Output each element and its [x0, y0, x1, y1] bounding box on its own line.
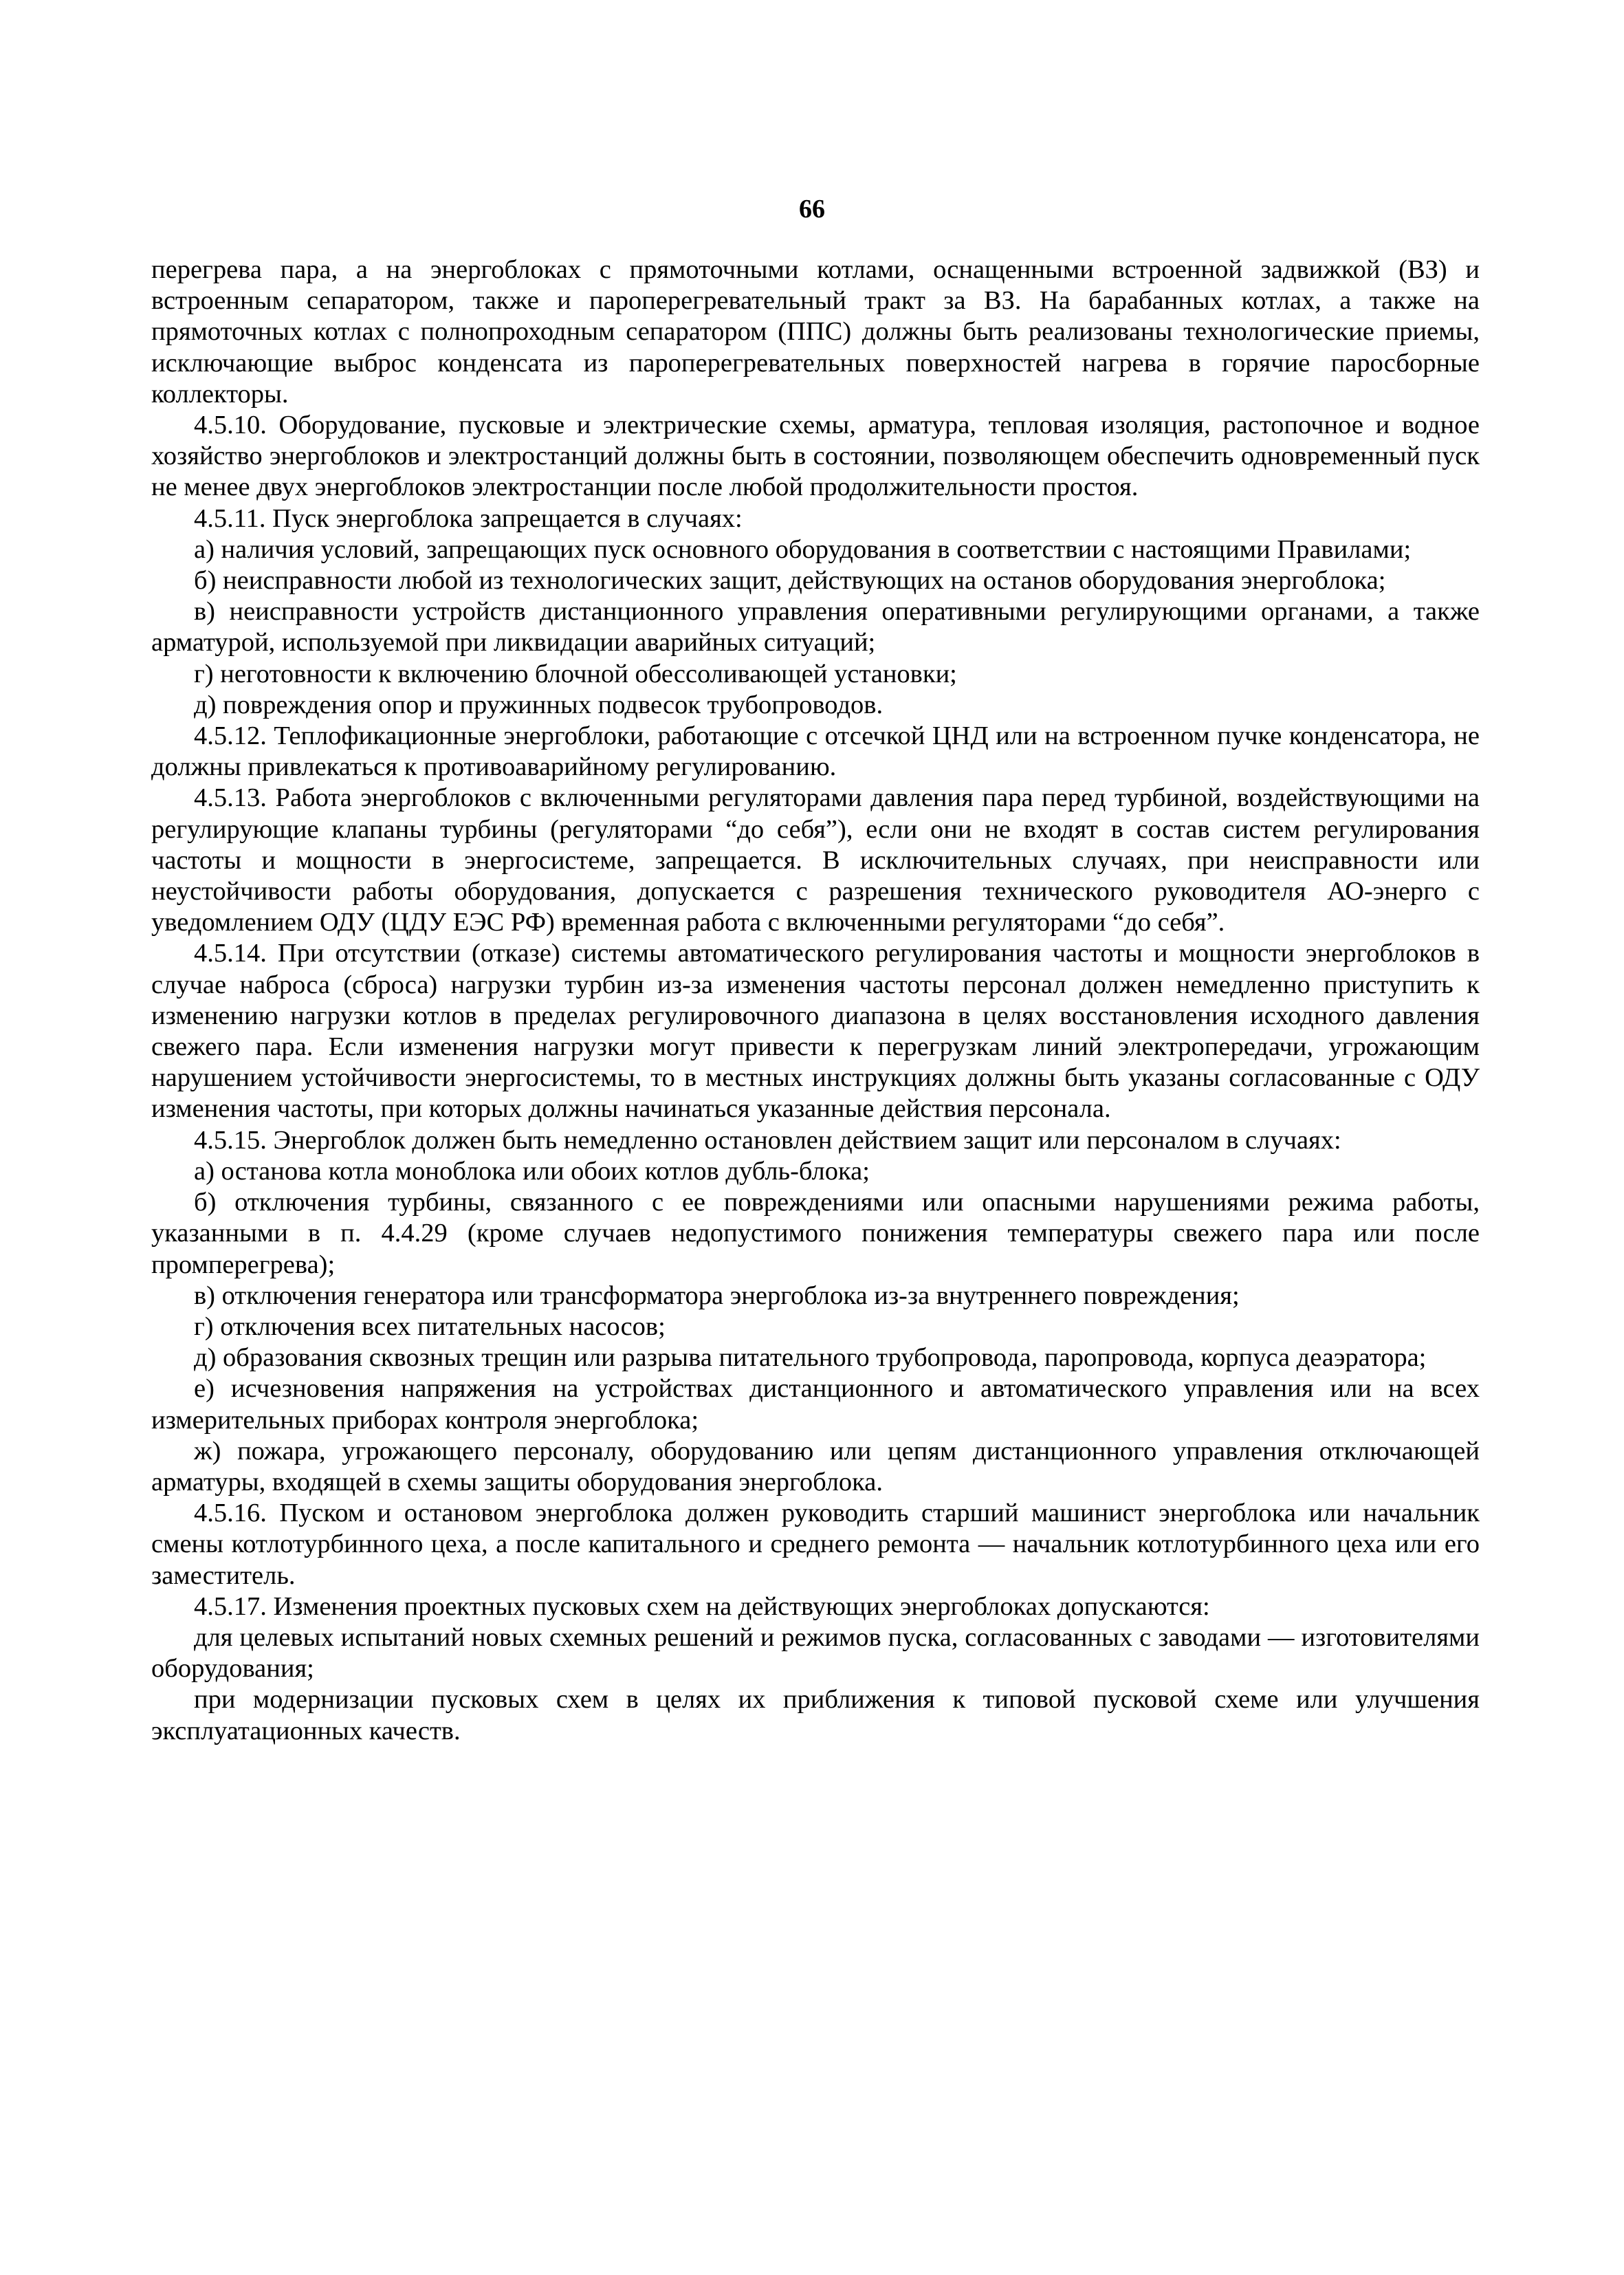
- list-item-zh: ж) пожара, угрожающего персоналу, оборудованию или цепям дистанционного управления отключающей арматуры, входящей в схемы защиты оборудования энергоблока.: [151, 1436, 1480, 1496]
- list-item-a: а) наличия условий, запрещающих пуск основного оборудования в соответствии с настоящими Правилами;: [194, 534, 1412, 564]
- list-item-e: е) исчезновения напряжения на устройствах дистанционного и автоматического управления или на всех измерительных приборах контроля энергоблока;: [151, 1374, 1480, 1435]
- list-item-v: в) неисправности устройств дистанционного управления оперативными регулирующими органами, а также арматурой, используемой при ликвидации аварийных ситуаций;: [151, 597, 1480, 657]
- list-item-b: б) отключения турбины, связанного с ее повреждениями или опасными нарушениями режима работы, указанными в п. 4.4.29 (кроме случаев недопустимого понижения температуры свежего пара или после промперегрева);: [151, 1188, 1480, 1279]
- paragraph-4-5-12: 4.5.12. Теплофикационные энергоблоки, работающие с отсечкой ЦНД или на встроенном пучке конденсатора, не должны привлекаться к противоаварийному регулированию.: [151, 721, 1480, 782]
- paragraph-4-5-14: 4.5.14. При отсутствии (отказе) системы автоматического регулирования частоты и мощности энергоблоков в случае наброса (сброса) нагрузки турбин из-за изменения частоты персонал должен немедленно приступить к изменению нагрузки котлов в пределах регулировочного диапазона в целях восстановления исходного давления свежего пара. Если изменения нагрузки могут привести к перегрузкам линий электропередачи, угрожающим нарушением устойчивости энергосистемы, то в местных инструкциях должны быть указаны согласованные с ОДУ изменения частоты, при которых должны начинаться указанные действия персонала.: [151, 939, 1480, 1124]
- list-item-a: а) останова котла моноблока или обоих котлов дубль-блока;: [194, 1156, 870, 1186]
- paragraph-4-5-11: 4.5.11. Пуск энергоблока запрещается в случаях:: [194, 503, 743, 533]
- list-item-d: д) повреждения опор и пружинных подвесок трубопроводов.: [194, 690, 884, 719]
- list-item-d: д) образования сквозных трещин или разрыва питательного трубопровода, паропровода, корпуса деаэратора;: [194, 1343, 1427, 1373]
- paragraph-continuation: перегрева пара, а на энергоблоках с прямоточными котлами, оснащенными встроенной задвижкой (ВЗ) и встроенным сепаратором, также и пароперегревательный тракт за ВЗ. На барабанных котлах, а также на прямоточных котлах с полнопроходным сепаратором (ППС) должны быть реализованы технологические приемы, исключающие выброс конденсата из пароперегревательных поверхностей нагрева в горячие паросборные коллекторы.: [151, 255, 1480, 409]
- list-item-g: г) отключения всех питательных насосов;: [194, 1311, 666, 1341]
- paragraph-4-5-13: 4.5.13. Работа энергоблоков с включенными регуляторами давления пара перед турбиной, воздействующими на регулирующие клапаны турбины (регуляторами “до себя”), если они не входят в состав систем регулирования частоты и мощности в энергосистеме, запрещается. В исключительных случаях, при неисправности или неустойчивости работы оборудования, допускается с разрешения технического руководителя АО-энерго с уведомлением ОДУ (ЦДУ ЕЭС РФ) временная работа с включенными регуляторами “до себя”.: [151, 783, 1480, 937]
- list-item-b: б) неисправности любой из технологических защит, действующих на останов оборудования энергоблока;: [194, 566, 1386, 596]
- paragraph-4-5-10: 4.5.10. Оборудование, пусковые и электрические схемы, арматура, тепловая изоляция, растопочное и водное хозяйство энергоблоков и электростанций должны быть в состоянии, позволяющем обеспечить одновременный пуск не менее двух энергоблоков электростанции после любой продолжительности простоя.: [151, 411, 1480, 502]
- paragraph-4-5-16: 4.5.16. Пуском и остановом энергоблока должен руководить старший машинист энергоблока или начальник смены котлотурбинного цеха, а после капитального и среднего ремонта — начальник котлотурбинного цеха или его заместитель.: [151, 1499, 1480, 1590]
- page-number: 66: [799, 195, 825, 224]
- paragraph-4-5-17: 4.5.17. Изменения проектных пусковых схем на действующих энергоблоках допускаются:: [194, 1591, 1210, 1621]
- list-item-tests: для целевых испытаний новых схемных решений и режимов пуска, согласованных с заводами — изготовителями оборудования;: [151, 1622, 1480, 1684]
- list-item-v: в) отключения генератора или трансформатора энергоблока из-за внутреннего повреждения;: [194, 1281, 1240, 1310]
- paragraph-4-5-15: 4.5.15. Энергоблок должен быть немедленно остановлен действием защит или персоналом в случаях:: [194, 1125, 1341, 1155]
- body-text: [151, 254, 1480, 1747]
- list-item-modernization: при модернизации пусковых схем в целях их приближения к типовой пусковой схеме или улучшения эксплуатационных качеств.: [151, 1685, 1480, 1745]
- list-item-g: г) неготовности к включению блочной обессоливающей установки;: [194, 659, 957, 688]
